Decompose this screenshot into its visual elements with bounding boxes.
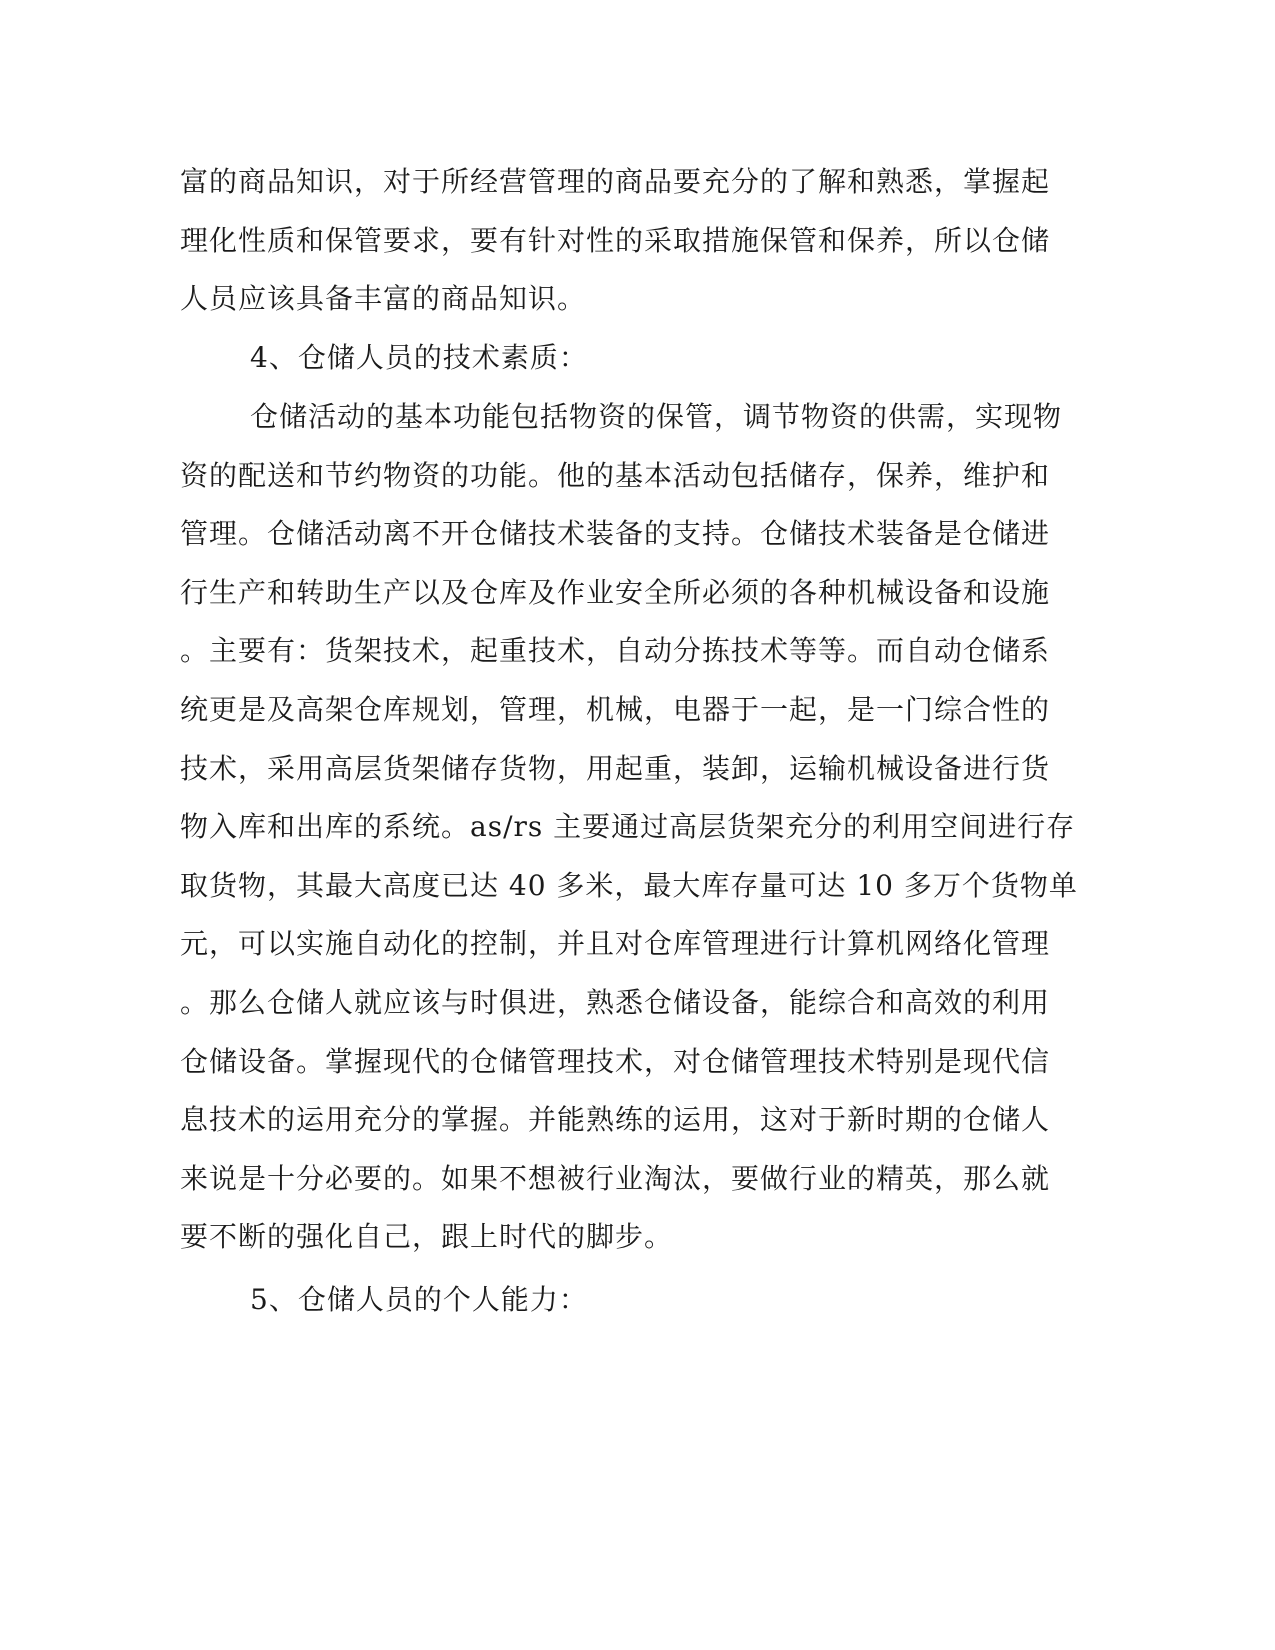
section-4-heading-block [180, 329, 1030, 388]
paragraph-line: 行生产和转助生产以及仓库及作业安全所必须的各种机械设备和设施 [180, 575, 1051, 609]
paragraph-line: 技术，采用高层货架储存货物，用起重，装卸，运输机械设备进行货 [180, 751, 1051, 785]
paragraph-line: 物入库和出库的系统。as/rs 主要通过高层货架充分的利用空间进行存 [180, 810, 1076, 844]
paragraph-line: 管理。仓储活动离不开仓储技术装备的支持。仓储技术装备是仓储进 [180, 517, 1051, 551]
paragraph-line: 资的配送和节约物资的功能。他的基本活动包括储存，保养，维护和 [180, 458, 1051, 492]
paragraph-line: 仓储活动的基本功能包括物资的保管，调节物资的供需，实现物 [250, 400, 1063, 433]
paragraph-line: 人员应该具备丰富的商品知识。 [180, 282, 587, 316]
paragraph-line: 要不断的强化自己，跟上时代的脚步。 [180, 1220, 674, 1254]
paragraph-line: 富的商品知识，对于所经营管理的商品要充分的了解和熟悉，掌握起 [180, 165, 1051, 198]
section-5-heading-block [180, 1271, 1030, 1330]
paragraph-line: 取货物，其最大高度已达 40 多米，最大库存量可达 10 多万个货物单 [180, 868, 1078, 902]
paragraph-line: 统更是及高架仓库规划，管理，机械，电器于一起，是一门综合性的 [180, 692, 1051, 726]
paragraph-line: 息技术的运用充分的掌握。并能熟练的运用，这对于新时期的仓储人 [180, 1103, 1051, 1137]
paragraph-line: 仓储设备。掌握现代的仓储管理技术，对仓储管理技术特别是现代信 [180, 1044, 1051, 1078]
paragraph-line: 。那么仓储人就应该与时俱进，熟悉仓储设备，能综合和高效的利用 [180, 985, 1051, 1019]
section-heading: 5、仓储人员的个人能力： [250, 1283, 588, 1316]
intro-paragraph [180, 153, 1051, 329]
section-heading: 4、仓储人员的技术素质： [250, 341, 588, 374]
paragraph-line: 理化性质和保管要求，要有针对性的采取措施保管和保养，所以仓储 [180, 223, 1051, 257]
paragraph-line: 。主要有：货架技术，起重技术，自动分拣技术等等。而自动仓储系 [180, 634, 1051, 668]
paragraph-line: 来说是十分必要的。如果不想被行业淘汰，要做行业的精英，那么就 [180, 1161, 1051, 1195]
paragraph-line: 元，可以实施自动化的控制，并且对仓库管理进行计算机网络化管理 [180, 927, 1051, 961]
section-4-paragraph [180, 388, 1078, 1267]
